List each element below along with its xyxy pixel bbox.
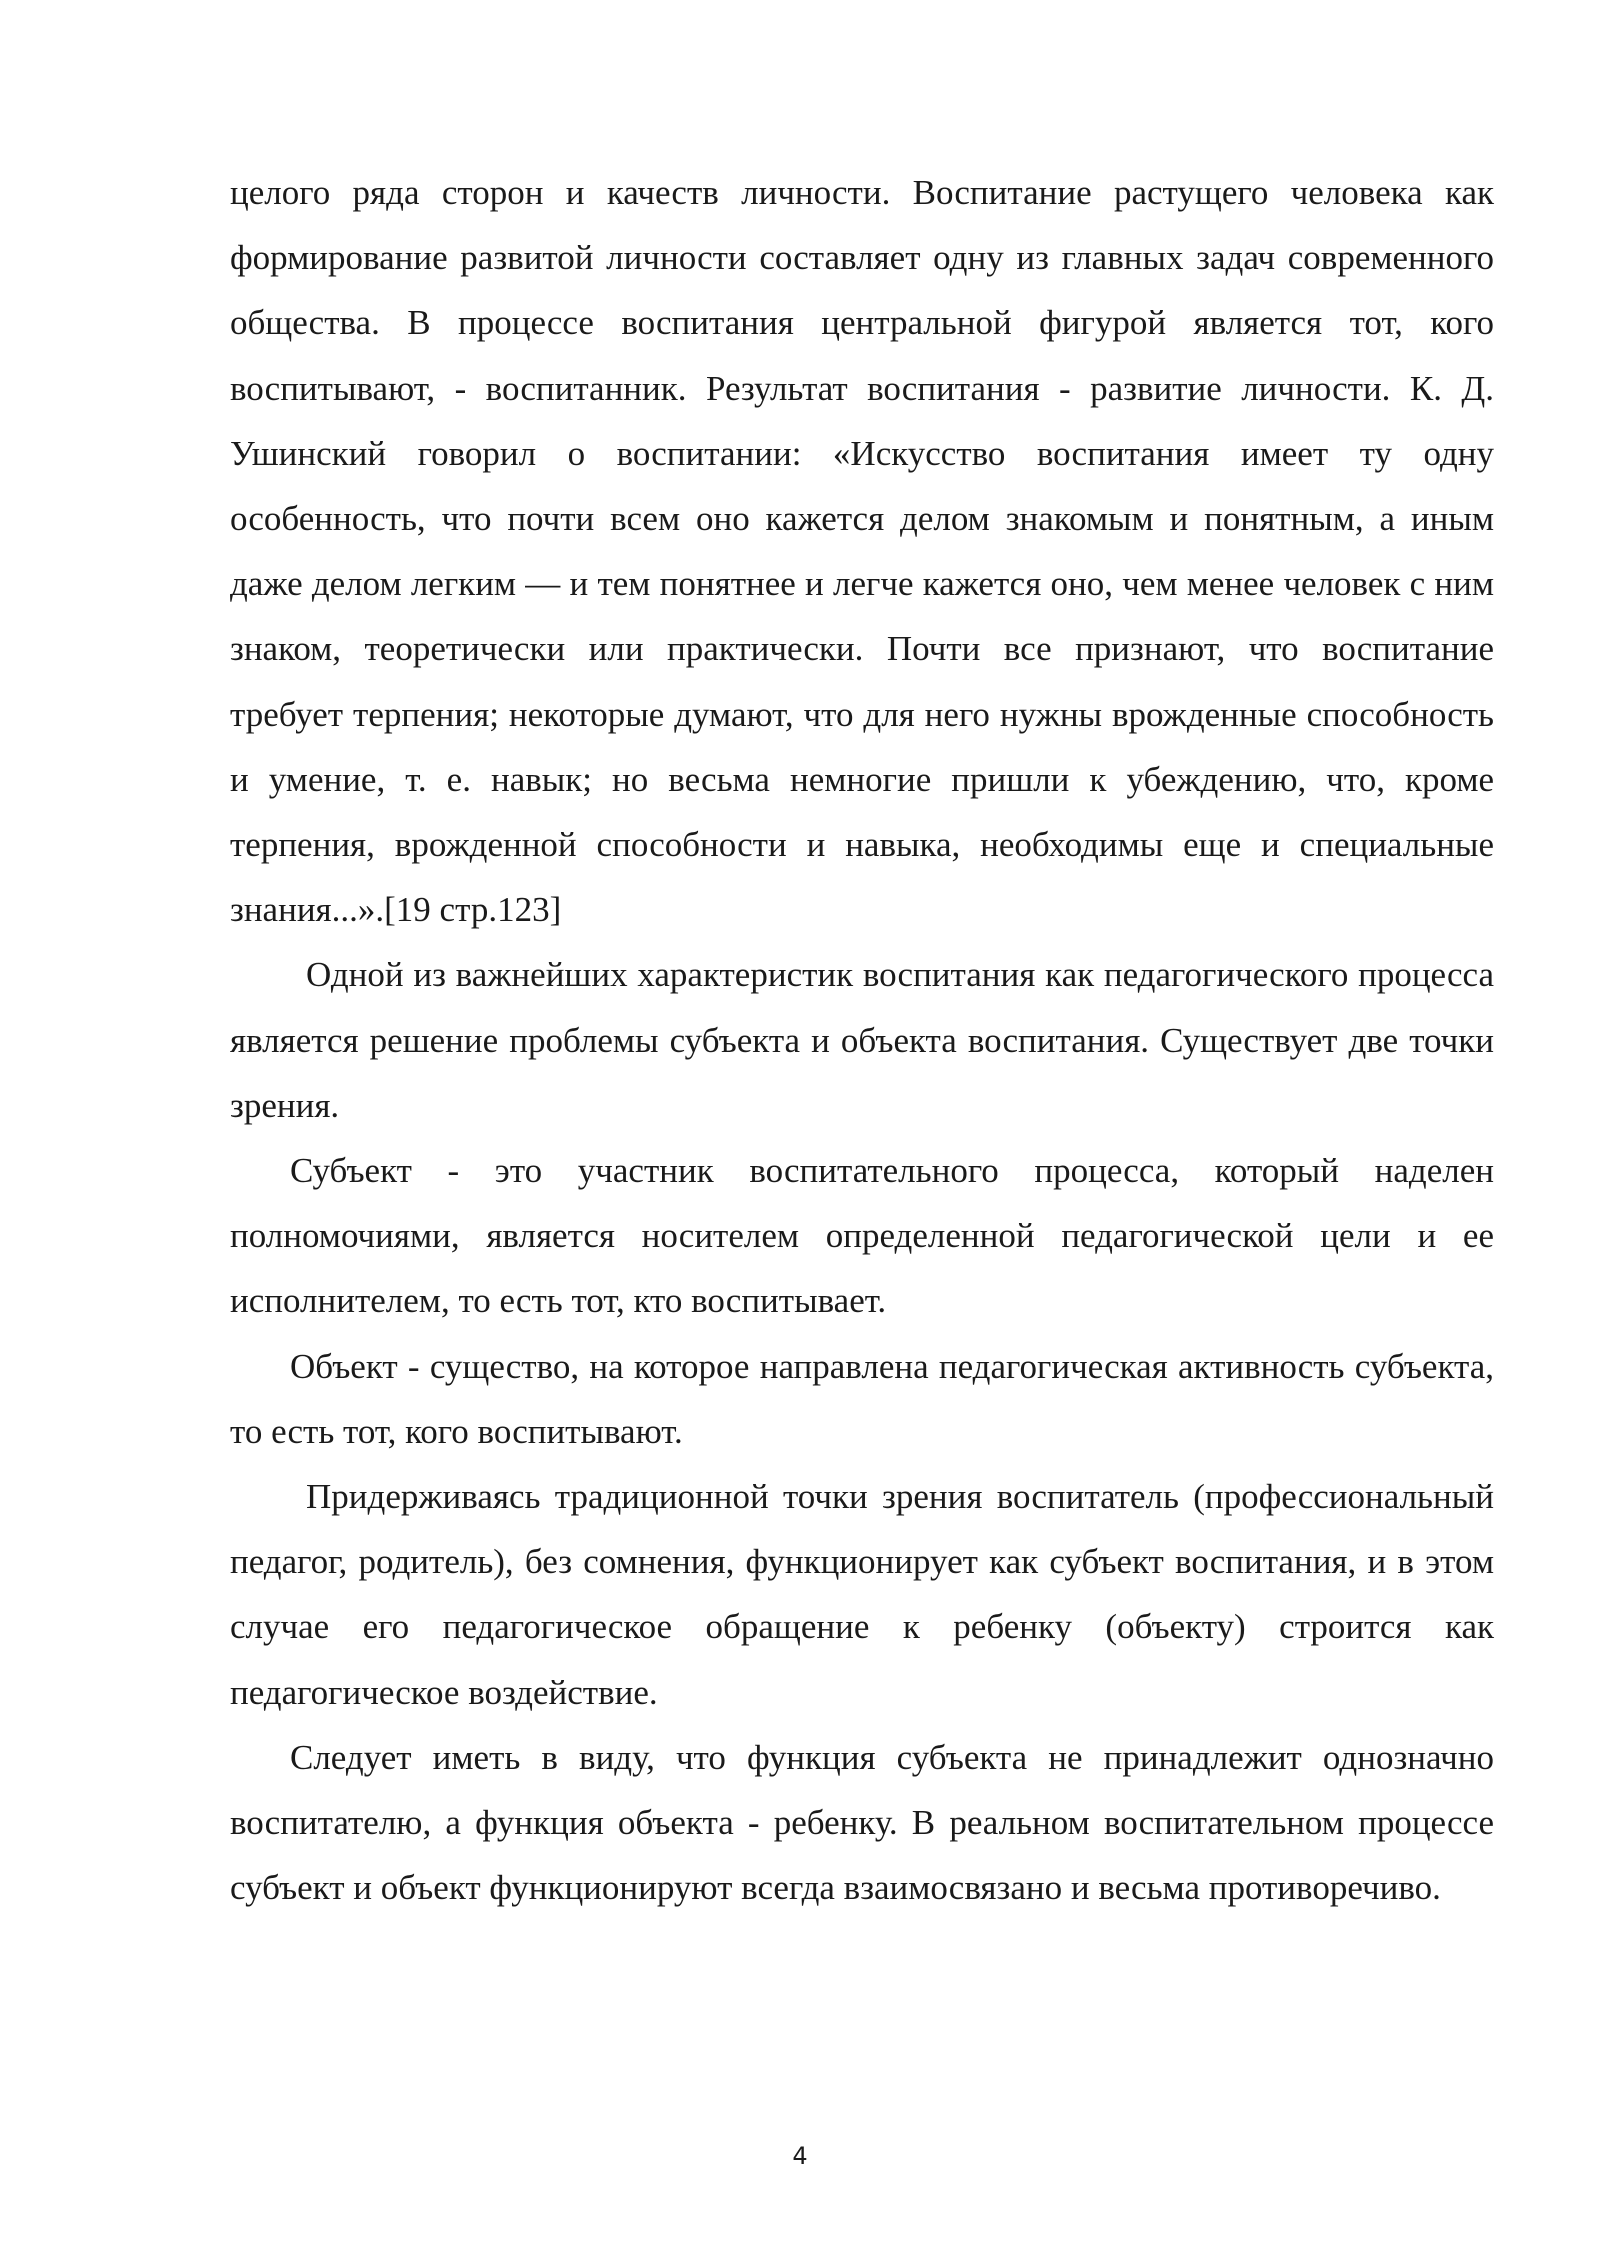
page-number: 4 bbox=[792, 2142, 808, 2170]
paragraph-characteristics: Одной из важнейших характеристик воспитания как педагогического процесса является решение проблемы субъекта и объекта воспитания. Существует две точки зрения. bbox=[230, 955, 1494, 1125]
paragraph-subject-object-relation: Следует иметь в виду, что функция субъекта не принадлежит однозначно воспитателю, а функция объекта - ребенку. В реальном воспитательном процессе субъект и объект функционируют всегда взаимосвязано и весьма противоречиво. bbox=[230, 1737, 1494, 1908]
paragraph-object-definition: Объект - существо, на которое направлена педагогическая активность субъекта, то есть тот, кого воспитывают. bbox=[230, 1346, 1494, 1451]
paragraph-traditional-view: Придерживаясь традиционной точки зрения воспитатель (профессиональный педагог, родитель), без сомнения, функционирует как субъект воспитания, и в этом случае его педагогическое обращение к ребенку (объекту) строится как педагогическое воздействие. bbox=[230, 1477, 1494, 1712]
body-text bbox=[230, 160, 1494, 1920]
paragraph-subject-definition: Субъект - это участник воспитательного процесса, который наделен полномочиями, является носителем определенной педагогической цели и ее исполнителем, то есть тот, кто воспитывает. bbox=[230, 1151, 1494, 1321]
paragraph-continuation: целого ряда сторон и качеств личности. Воспитание растущего человека как формирование развитой личности составляет одну из главных задач современного общества. В процессе воспитания центральной фигурой является тот, кого воспитывают, - воспитанник. Результат воспитания - развитие личности. К. Д. Ушинский говорил о воспитании: «Искусство воспитания имеет ту одну особенность, что почти всем оно кажется делом знакомым и понятным, а иным даже делом легким — и тем понятнее и легче кажется оно, чем менее человек с ним знаком, теоретически или практически. Почти все признают, что воспитание требует терпения; некоторые думают, что для него нужны врожденные способность и умение, т. е. навык; но весьма немногие пришли к убеждению, что, кроме терпения, врожденной способности и навыка, необходимы еще и специальные знания...».[19 стр.123] bbox=[230, 173, 1494, 930]
